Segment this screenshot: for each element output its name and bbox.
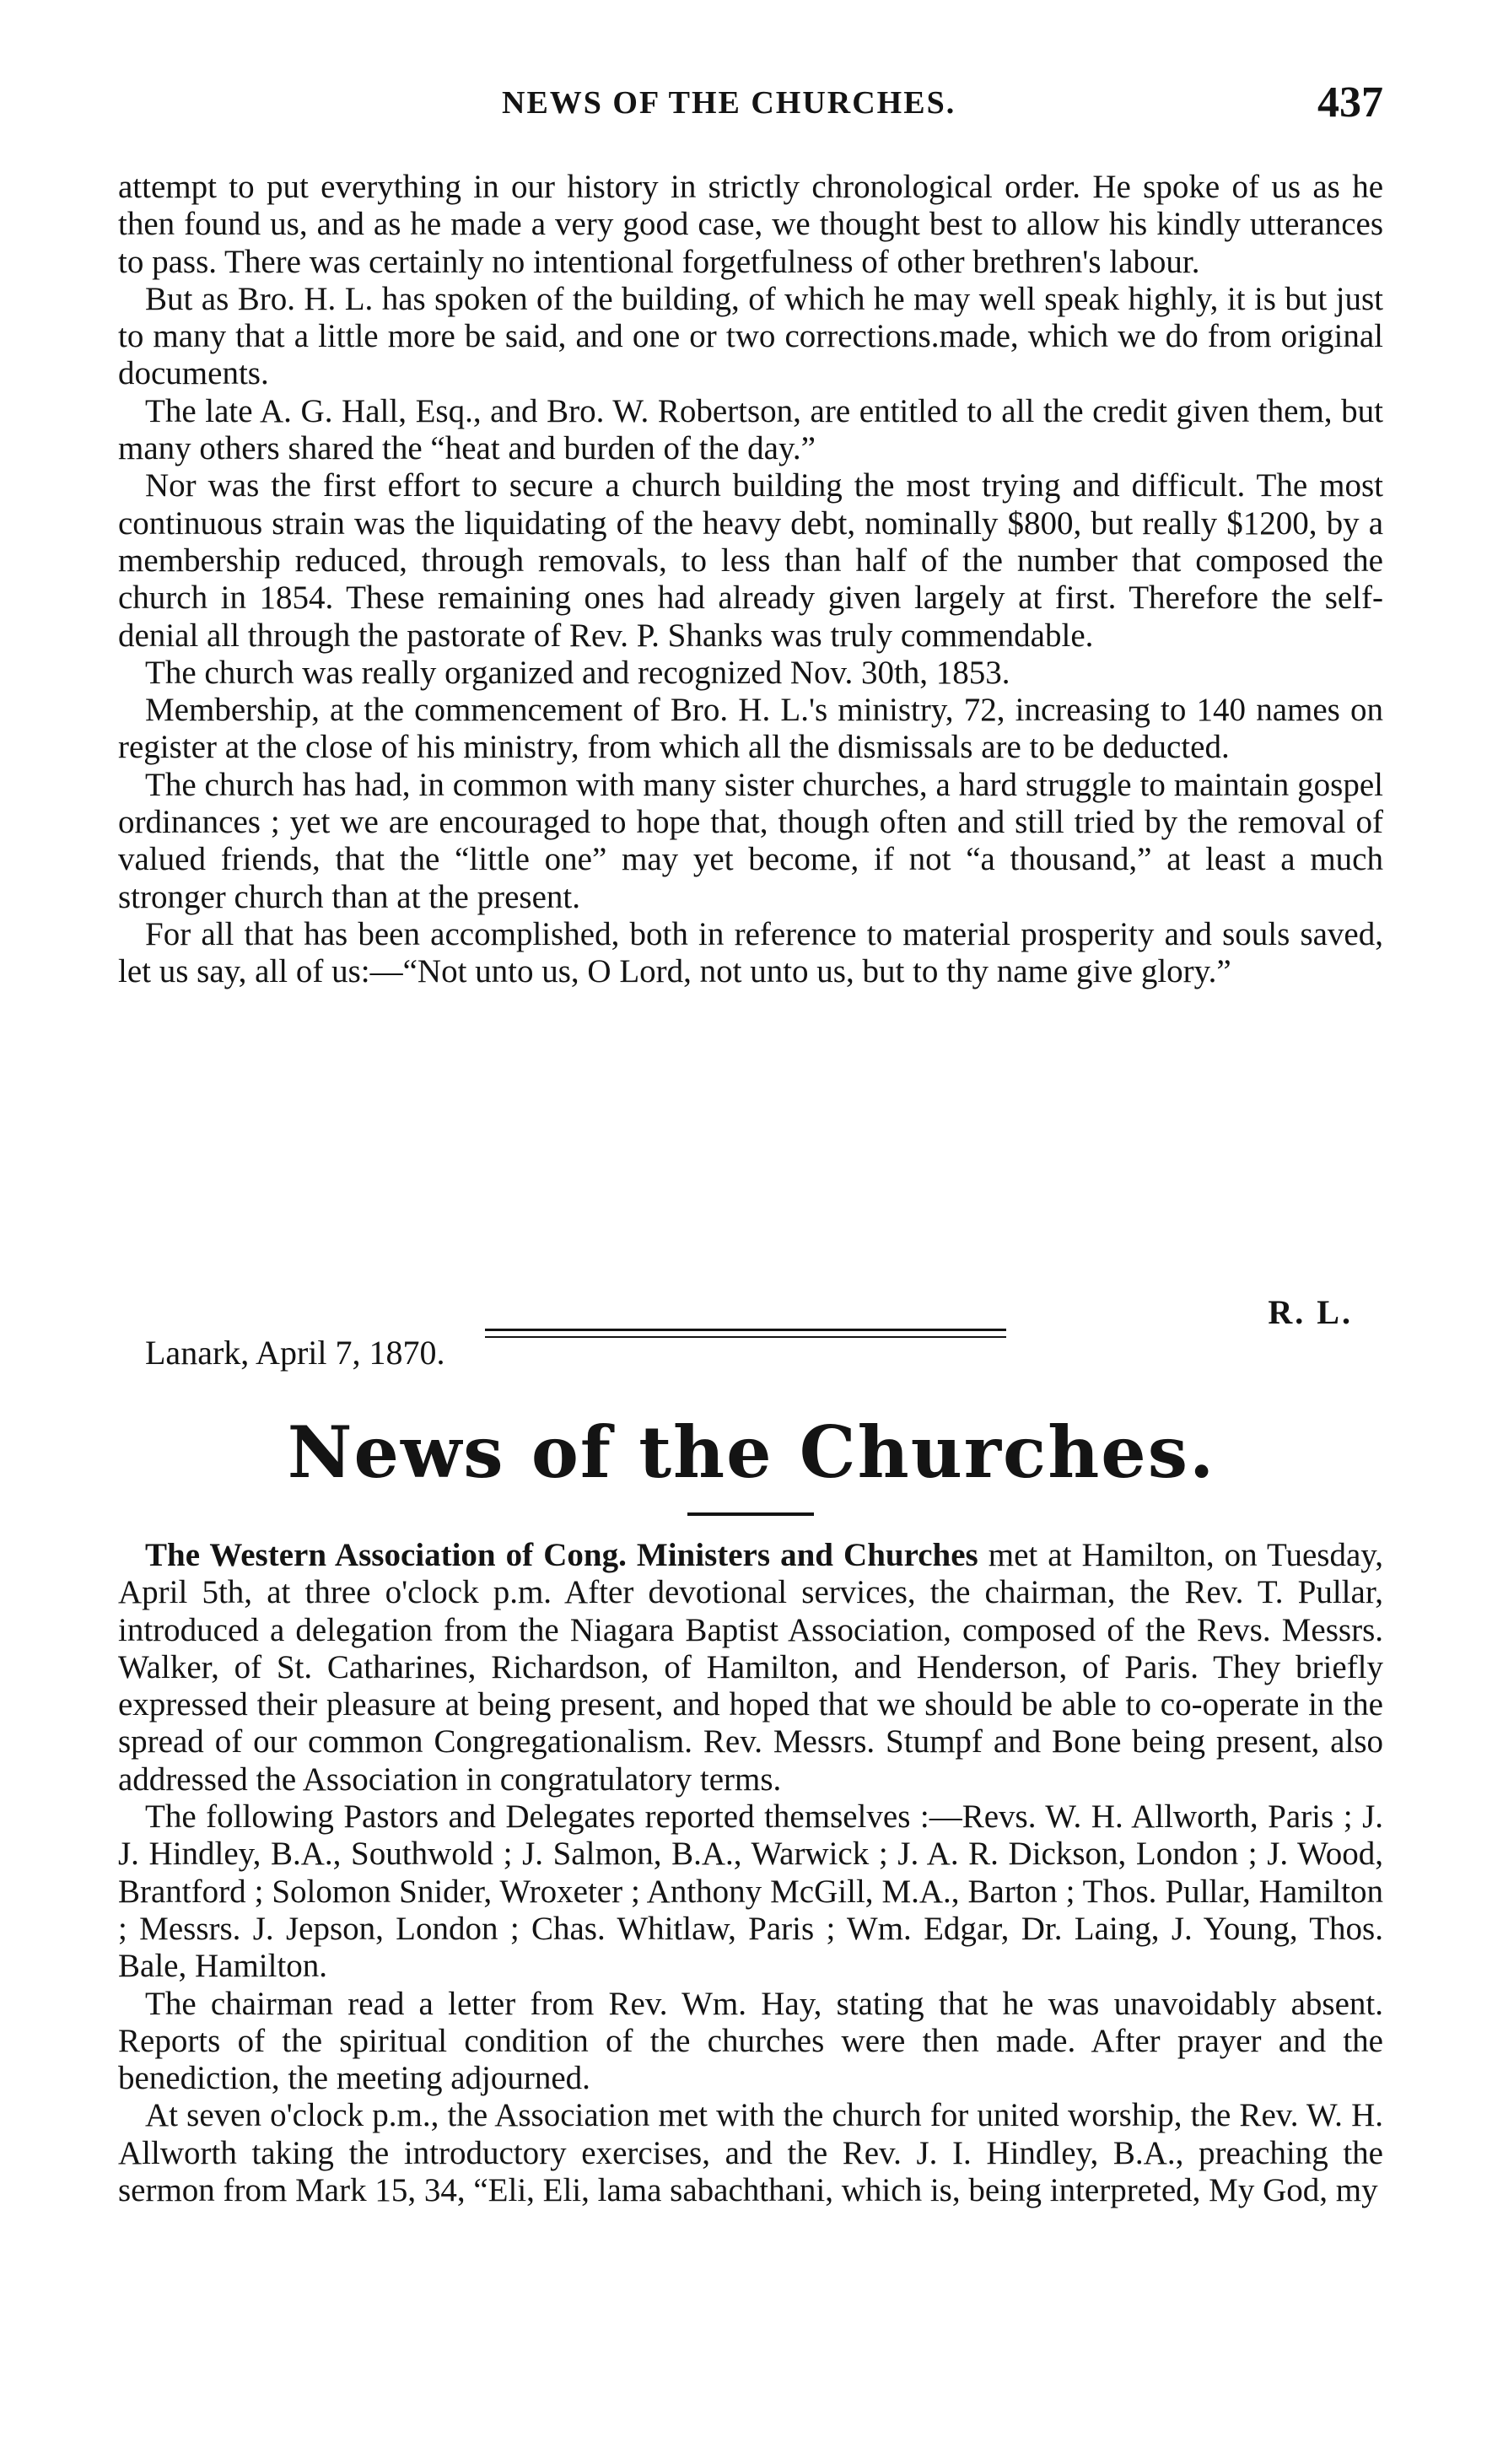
- double-rule-bottom: [485, 1336, 1006, 1338]
- letter-paragraph: Membership, at the commencement of Bro. H. L.'s ministry, 72, increasing to 140 names on register at the close of his ministry, from which all the dismissals are to be deducted.: [118, 692, 1383, 766]
- letter-paragraph: For all that has been accomplished, both in reference to material prosperity and souls saved, let us say, all of us:—“Not unto us, O Lord, not unto us, but to thy name give glory.”: [118, 915, 1383, 990]
- news-paragraph: The following Pastors and Delegates reported themselves :—Revs. W. H. Allworth, Paris ; J. J. Hindley, B.A., Southwold ; J. Salmon, B.A., Warwick ; J. A. R. Dickson, London ; J. Wood, Brantford ; Solomon Snider, Wroxeter ; Anthony McGill, M.A., Barton ; Thos. Pullar, Hamilton ; Messrs. J. Jepson, London ; Chas. Whitlaw, Paris ; Wm. Edgar, Dr. Laing, J. Young, Thos. Bale, Hamilton.: [118, 1798, 1383, 1985]
- news-paragraph-text: met at Hamilton, on Tuesday, April 5th, at three o'clock p.m. After devotional services, the chairman, the Rev. T. Pullar, introduced a delegation from the Niagara Baptist Association, composed of the Revs. Messrs. Walker, of St. Catharines, Richardson, of Hamilton, and Henderson, of Paris. They briefly expressed their pleasure at being present, and hoped that we should be able to co-operate in the spread of our common Congregationalism. Rev. Messrs. Stumpf and Bone being present, also addressed the Association in congratulatory terms.: [118, 1537, 1383, 1798]
- news-body: [118, 1537, 1383, 2209]
- letter-paragraph: The church has had, in common with many sister churches, a hard struggle to maintain gospel ordinances ; yet we are encouraged to hope that, though often and still tried by the removal of valued friends, that the “little one” may yet become, if not “a thousand,” at least a much stronger church than at the present.: [118, 766, 1383, 915]
- news-paragraph: The chairman read a letter from Rev. Wm. Hay, stating that he was unavoidably absent. Reports of the spiritual condition of the churches were then made. After prayer and the benediction, the meeting adjourned.: [118, 1985, 1383, 2097]
- double-rule-top: [485, 1329, 1006, 1331]
- signature: R. L.: [1268, 1293, 1353, 1331]
- news-paragraph: [118, 1537, 1383, 1798]
- letter-body: [118, 169, 1383, 991]
- dateline: Lanark, April 7, 1870.: [145, 1334, 445, 1372]
- running-header: [118, 78, 1383, 128]
- letter-paragraph: The late A. G. Hall, Esq., and Bro. W. Robertson, are entitled to all the credit given them, but many others shared the “heat and burden of the day.”: [118, 392, 1383, 467]
- lead-in: The Western Association of Cong. Ministers and Churches: [145, 1537, 978, 1573]
- section-heading: News of the Churches.: [287, 1410, 1216, 1494]
- letter-paragraph: Nor was the first effort to secure a church building the most trying and difficult. The most continuous strain was the liquidating of the heavy debt, nominally $800, but really $1200, by a membership reduced, through removals, to less than half of the number that composed the church in 1854. These remaining ones had already given largely at first. Therefore the self-denial all through the pastorate of Rev. P. Shanks was truly commendable.: [118, 467, 1383, 654]
- letter-paragraph: The church was really organized and recognized Nov. 30th, 1853.: [145, 654, 1010, 691]
- heading-underline: [687, 1512, 814, 1516]
- news-paragraph: At seven o'clock p.m., the Association met with the church for united worship, the Rev. W. H. Allworth taking the introductory exercises, and the Rev. J. I. Hindley, B.A., preaching the sermon from Mark 15, 34, “Eli, Eli, lama sabachthani, which is, being interpreted, My God, my: [118, 2097, 1383, 2209]
- letter-paragraph: But as Bro. H. L. has spoken of the building, of which he may well speak highly, it is but just to many that a little more be said, and one or two corrections.made, which we do from original documents.: [118, 280, 1383, 392]
- letter-paragraph: attempt to put everything in our history in strictly chronological order. He spoke of us as he then found us, and as he made a very good case, we thought best to allow his kindly utterances to pass. There was certainly no intentional forgetfulness of other brethren's labour.: [118, 169, 1383, 280]
- running-title: NEWS OF THE CHURCHES.: [502, 85, 956, 121]
- page-number: 437: [1317, 78, 1383, 127]
